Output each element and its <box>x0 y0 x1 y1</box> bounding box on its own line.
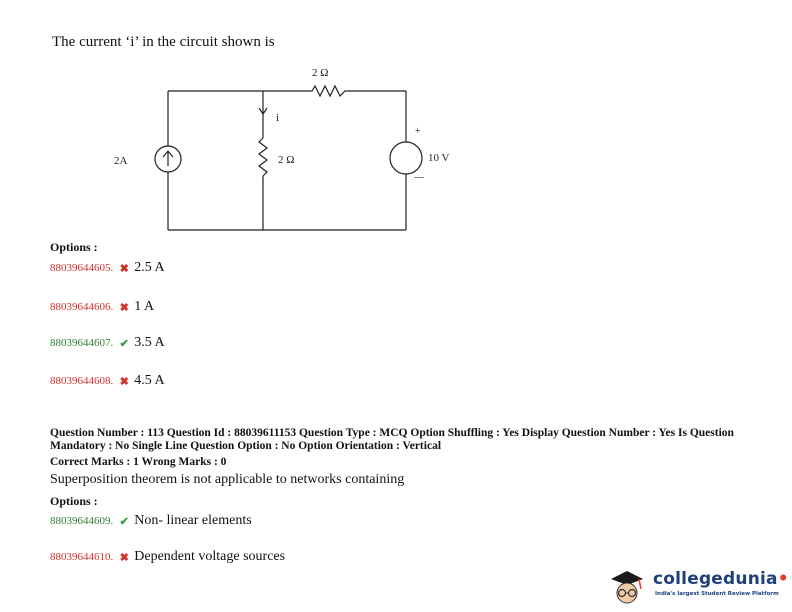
current-label: i <box>276 112 280 124</box>
option-id: 88039644609. <box>50 515 114 527</box>
logo-wordmark: collegedunia• <box>653 569 789 589</box>
cross-icon: ✖ <box>119 301 129 314</box>
collegedunia-logo <box>605 567 790 607</box>
option-id: 88039644608. <box>50 375 114 387</box>
question-meta: Question Number : 113 Question Id : 88039611153 Question Type : MCQ Option Shuffling : Yes Display Question Number : Yes Is Question Mandatory : No Single Line Question Option : No Option Orientation : Vertical <box>50 427 734 452</box>
option-row <box>50 333 165 353</box>
option-row <box>50 511 252 531</box>
current-source-label: 2A <box>114 155 128 167</box>
option-text: Dependent voltage sources <box>134 549 286 564</box>
option-row <box>50 371 165 391</box>
top-resistor-label: 2 Ω <box>312 67 329 79</box>
voltage-source-label: 10 V <box>428 152 450 164</box>
question-marks: Correct Marks : 1 Wrong Marks : 0 <box>50 456 227 468</box>
option-text: 4.5 A <box>134 373 165 388</box>
plus-sign: + <box>415 126 421 137</box>
options-label: Options : <box>50 240 98 254</box>
option-text: 1 A <box>134 299 155 314</box>
minus-sign: — <box>414 172 424 183</box>
current-source-icon <box>155 146 181 172</box>
logo-tagline: India's largest Student Review Platform <box>655 591 779 597</box>
mascot-icon <box>605 567 649 607</box>
option-text: Non- linear elements <box>134 513 252 528</box>
option-row <box>50 547 285 567</box>
middle-resistor-label: 2 Ω <box>278 154 295 166</box>
check-icon: ✔ <box>119 515 129 528</box>
question-text: The current ‘i’ in the circuit shown is <box>52 34 275 50</box>
cross-icon: ✖ <box>119 375 129 388</box>
voltage-source-icon <box>390 142 422 174</box>
option-row <box>50 297 154 317</box>
top-resistor-wire <box>168 86 406 96</box>
middle-resistor <box>259 138 267 176</box>
options-label: Options : <box>50 494 98 508</box>
option-text: 2.5 A <box>134 260 165 275</box>
circuit-diagram <box>100 58 460 238</box>
cross-icon: ✖ <box>119 551 129 564</box>
check-icon: ✔ <box>119 337 129 350</box>
option-id: 88039644610. <box>50 551 114 563</box>
question-text: Superposition theorem is not applicable to networks containing <box>50 472 405 487</box>
option-id: 88039644606. <box>50 301 114 313</box>
cross-icon: ✖ <box>119 262 129 275</box>
option-id: 88039644605. <box>50 262 114 274</box>
option-row <box>50 258 165 278</box>
option-text: 3.5 A <box>134 335 165 350</box>
option-id: 88039644607. <box>50 337 114 349</box>
